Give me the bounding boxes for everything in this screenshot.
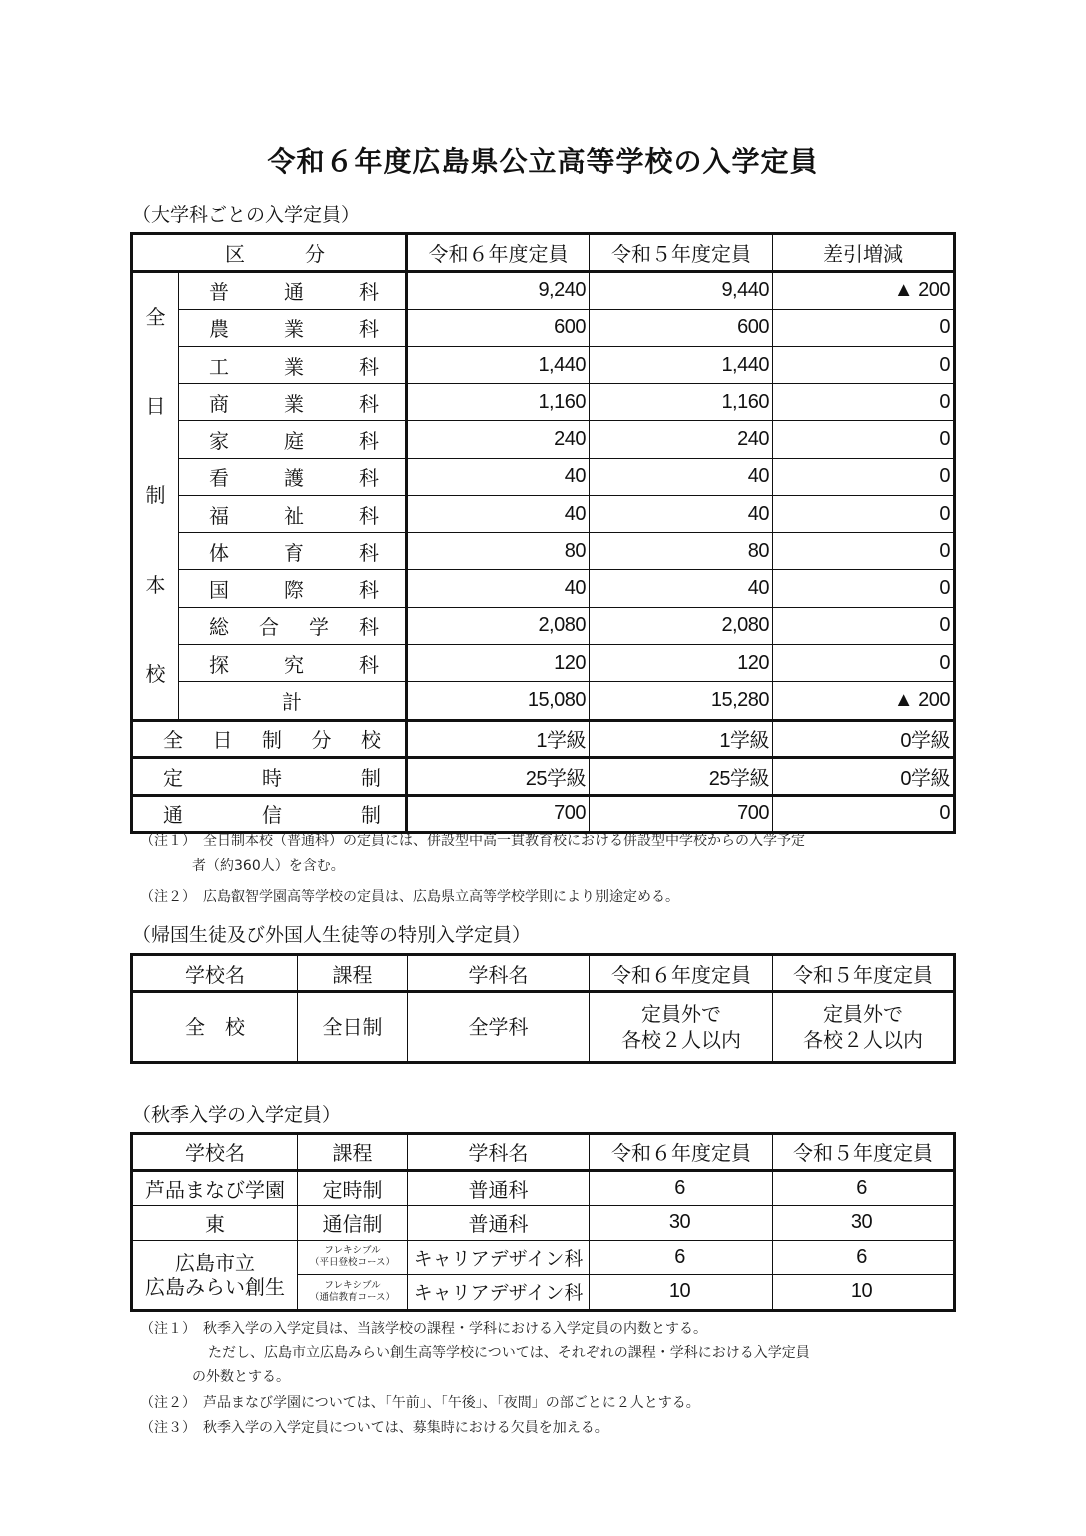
label-char: 工 — [209, 354, 229, 379]
cell-diff: 0 — [773, 384, 955, 421]
cell-r5 — [773, 992, 955, 1063]
label-char: 育 — [284, 540, 304, 565]
cell-course — [132, 758, 407, 796]
cell-r6: 10 — [590, 1275, 773, 1311]
cell-r5: 15,280 — [590, 682, 773, 720]
cell-r6: 6 — [590, 1240, 773, 1275]
cell-r5: 1学級 — [590, 720, 773, 758]
cell-diff: 0 — [773, 533, 955, 570]
cell-dept: 普通科 — [408, 1170, 590, 1206]
label-char: 業 — [284, 317, 304, 342]
section1-heading: （大学科ごとの入学定員） — [132, 204, 361, 226]
label-char: 福 — [209, 503, 229, 528]
table-row — [132, 644, 955, 681]
label-char: 普 — [209, 280, 229, 305]
table-row — [132, 533, 955, 570]
footnote: の外数とする。 — [192, 1369, 290, 1385]
label-char: 護 — [284, 466, 304, 491]
table-row — [132, 421, 955, 458]
cell-school — [132, 1240, 298, 1310]
cell-r5: 30 — [773, 1206, 955, 1241]
label-char: 科 — [359, 652, 379, 677]
label-char: 日 — [212, 728, 233, 753]
total-row — [132, 682, 955, 720]
section2-heading: （帰国生徒及び外国人生徒等の特別入学定員） — [132, 924, 532, 946]
header-course: 課程 — [298, 955, 408, 992]
header-r6: 令和６年度定員 — [590, 955, 773, 992]
cell-r5: 1,440 — [590, 347, 773, 384]
cell-r5: 600 — [590, 309, 773, 346]
cell-diff: ▲ 200 — [773, 682, 955, 720]
cell-course — [298, 1240, 408, 1275]
cell-r5: 40 — [590, 458, 773, 495]
label-char: 業 — [284, 354, 304, 379]
table-row — [132, 347, 955, 384]
cell-diff: 0 — [773, 458, 955, 495]
header-school: 学校名 — [132, 1134, 298, 1171]
footnote: （注１） 全日制本校（普通科）の定員には、併設型中高一貫教育校における併設型中学校からの入学予定 — [140, 833, 805, 849]
cell-line: フレキシブル — [324, 1279, 381, 1291]
label-char: 分 — [311, 728, 332, 753]
cell-dept: キャリアデザイン科 — [408, 1275, 590, 1311]
cell-r6: 600 — [407, 309, 590, 346]
cell-diff: 0学級 — [773, 758, 955, 796]
table-row — [132, 1170, 955, 1206]
cell-line: 各校２人以内 — [803, 1028, 923, 1052]
table-header-row — [132, 234, 955, 272]
label-char: 定 — [163, 765, 183, 790]
label-char: 体 — [209, 540, 229, 565]
cell-r6 — [590, 992, 773, 1063]
cell-r5: 6 — [773, 1170, 955, 1206]
cell-r6: 80 — [407, 533, 590, 570]
cell-r6: 1学級 — [407, 720, 590, 758]
footnote: （注３） 秋季入学の入学定員については、募集時における欠員を加える。 — [140, 1420, 609, 1436]
cell-course — [132, 795, 407, 833]
cell-r6: 700 — [407, 795, 590, 833]
cell-r5: 700 — [590, 795, 773, 833]
table-row — [132, 570, 955, 607]
cell-school: 全 校 — [132, 992, 298, 1063]
cell-r6: 40 — [407, 570, 590, 607]
page-title: 令和６年度広島県公立高等学校の入学定員 — [267, 145, 819, 178]
cell-diff: 0 — [773, 495, 955, 532]
cell-r5: 2,080 — [590, 607, 773, 644]
header-diff: 差引増減 — [773, 234, 955, 272]
cell-department — [179, 644, 407, 681]
table-row — [132, 1240, 955, 1275]
footnote: （注２） 広島叡智学園高等学校の定員は、広島県立高等学校学則により別途定める。 — [140, 889, 679, 905]
cell-school: 芦品まなび学園 — [132, 1170, 298, 1206]
cell-r5: 40 — [590, 570, 773, 607]
label-char: 時 — [262, 765, 282, 790]
label-char: 合 — [259, 615, 279, 640]
label-char: 商 — [209, 391, 229, 416]
label-char: 科 — [359, 503, 379, 528]
table-row — [132, 384, 955, 421]
label-char: 制 — [361, 765, 381, 790]
label-char: 看 — [209, 466, 229, 491]
label-char: 庭 — [284, 429, 304, 454]
cell-r6: 240 — [407, 421, 590, 458]
table-row — [132, 795, 955, 833]
cell-r6: 120 — [407, 644, 590, 681]
cell-department — [179, 458, 407, 495]
label-char: 業 — [284, 391, 304, 416]
header-school: 学校名 — [132, 955, 298, 992]
label-char: 科 — [359, 615, 379, 640]
label-char: 科 — [359, 429, 379, 454]
label-char: 校 — [361, 728, 381, 753]
cell-diff: 0 — [773, 309, 955, 346]
label-char: 科 — [359, 354, 379, 379]
cell-department — [179, 309, 407, 346]
cell-department — [179, 570, 407, 607]
cell-line: 各校２人以内 — [621, 1028, 741, 1052]
cell-department — [179, 421, 407, 458]
cell-dept: 全学科 — [408, 992, 590, 1063]
cell-course: 全日制 — [298, 992, 408, 1063]
cell-r5: 1,160 — [590, 384, 773, 421]
category-char: 本 — [145, 572, 166, 597]
header-dept: 学科名 — [408, 1134, 590, 1171]
cell-r6: 1,160 — [407, 384, 590, 421]
cell-line: （通信教育コース） — [309, 1291, 396, 1303]
autumn-admission-table — [130, 1132, 956, 1312]
cell-diff: ▲ 200 — [773, 271, 955, 309]
cell-r6: 40 — [407, 495, 590, 532]
cell-r5: 25学級 — [590, 758, 773, 796]
cell-r6: 15,080 — [407, 682, 590, 720]
table-row — [132, 992, 955, 1063]
label-char: 科 — [359, 280, 379, 305]
label-char: 科 — [359, 578, 379, 603]
table-row — [132, 758, 955, 796]
cell-department — [179, 271, 407, 309]
table-header-row — [132, 955, 955, 992]
special-admission-table — [130, 953, 956, 1064]
label-char: 探 — [209, 652, 229, 677]
header-char: 区 — [225, 241, 245, 266]
cell-department — [179, 347, 407, 384]
label-char: 制 — [361, 803, 381, 828]
label-char: 国 — [209, 578, 229, 603]
footnote: 者（約360人）を含む。 — [192, 858, 345, 874]
header-r6: 令和６年度定員 — [590, 1134, 773, 1171]
category-char: 校 — [145, 661, 166, 686]
cell-line: 広島みらい創生 — [145, 1274, 285, 1299]
label-char: 全 — [163, 728, 183, 753]
cell-course: 通信制 — [298, 1206, 408, 1241]
cell-diff: 0 — [773, 607, 955, 644]
cell-department — [179, 384, 407, 421]
cell-r6: 2,080 — [407, 607, 590, 644]
cell-r5: 80 — [590, 533, 773, 570]
cell-diff: 0 — [773, 644, 955, 681]
label-char: 家 — [209, 429, 229, 454]
cell-diff: 0 — [773, 421, 955, 458]
header-r5: 令和５年度定員 — [773, 955, 955, 992]
table-row — [132, 495, 955, 532]
cell-r6: 40 — [407, 458, 590, 495]
footnote: （注２） 芦品まなび学園については、「午前」、「午後」、「夜間」の部ごとに２人とする。 — [140, 1395, 700, 1411]
cell-r6: 25学級 — [407, 758, 590, 796]
cell-department — [179, 533, 407, 570]
cell-dept: 普通科 — [408, 1206, 590, 1241]
table-row — [132, 1206, 955, 1241]
label-char: 究 — [284, 652, 304, 677]
label-char: 通 — [163, 803, 183, 828]
footnote: （注１） 秋季入学の入学定員は、当該学校の課程・学科における入学定員の内数とする。 — [140, 1321, 707, 1337]
category-vertical-label — [132, 271, 179, 720]
section3-heading: （秋季入学の入学定員） — [132, 1104, 342, 1126]
label-char: 祉 — [284, 503, 304, 528]
header-dept: 学科名 — [408, 955, 590, 992]
cell-department — [179, 607, 407, 644]
cell-diff: 0 — [773, 570, 955, 607]
table-row — [132, 309, 955, 346]
cell-r6: 6 — [590, 1170, 773, 1206]
label-char: 通 — [284, 280, 304, 305]
capacity-by-department-table — [130, 232, 956, 834]
label-char: 信 — [262, 803, 282, 828]
label-char: 農 — [209, 317, 229, 342]
cell-line: フレキシブル — [324, 1245, 381, 1257]
cell-r5: 9,440 — [590, 271, 773, 309]
cell-r5: 40 — [590, 495, 773, 532]
cell-diff: 0 — [773, 347, 955, 384]
category-char: 全 — [145, 305, 166, 330]
cell-diff: 0 — [773, 795, 955, 833]
cell-line: （平日登校コース） — [309, 1257, 396, 1269]
label-char: 科 — [359, 540, 379, 565]
cell-r5: 6 — [773, 1240, 955, 1275]
cell-line: 定員外で — [641, 1002, 721, 1026]
label-char: 科 — [359, 466, 379, 491]
cell-r6: 30 — [590, 1206, 773, 1241]
header-r5: 令和５年度定員 — [773, 1134, 955, 1171]
cell-r5: 240 — [590, 421, 773, 458]
cell-r6: 1,440 — [407, 347, 590, 384]
table-row — [132, 458, 955, 495]
cell-r5: 10 — [773, 1275, 955, 1311]
cell-course — [132, 720, 407, 758]
header-r5: 令和５年度定員 — [590, 234, 773, 272]
cell-total-label: 計 — [179, 682, 407, 720]
header-category — [132, 234, 407, 272]
header-r6: 令和６年度定員 — [407, 234, 590, 272]
cell-course: 定時制 — [298, 1170, 408, 1206]
label-char: 総 — [209, 615, 229, 640]
header-char: 分 — [305, 241, 325, 266]
table-row — [132, 607, 955, 644]
cell-diff: 0学級 — [773, 720, 955, 758]
table-row — [132, 720, 955, 758]
category-char: 制 — [145, 483, 166, 508]
cell-line: 定員外で — [823, 1002, 903, 1026]
label-char: 科 — [359, 317, 379, 342]
cell-course — [298, 1275, 408, 1311]
footnote: ただし、広島市立広島みらい創生高等学校については、それぞれの課程・学科における入学定員 — [208, 1345, 810, 1361]
cell-department — [179, 495, 407, 532]
cell-line: 広島市立 — [175, 1250, 255, 1275]
cell-dept: キャリアデザイン科 — [408, 1240, 590, 1275]
label-char: 学 — [309, 615, 329, 640]
cell-r6: 9,240 — [407, 271, 590, 309]
cell-r5: 120 — [590, 644, 773, 681]
table-header-row — [132, 1134, 955, 1171]
header-course: 課程 — [298, 1134, 408, 1171]
label-char: 際 — [284, 578, 304, 603]
cell-school: 東 — [132, 1206, 298, 1241]
category-char: 日 — [145, 394, 166, 419]
table-row — [132, 271, 955, 309]
label-char: 科 — [359, 391, 379, 416]
label-char: 制 — [262, 728, 282, 753]
